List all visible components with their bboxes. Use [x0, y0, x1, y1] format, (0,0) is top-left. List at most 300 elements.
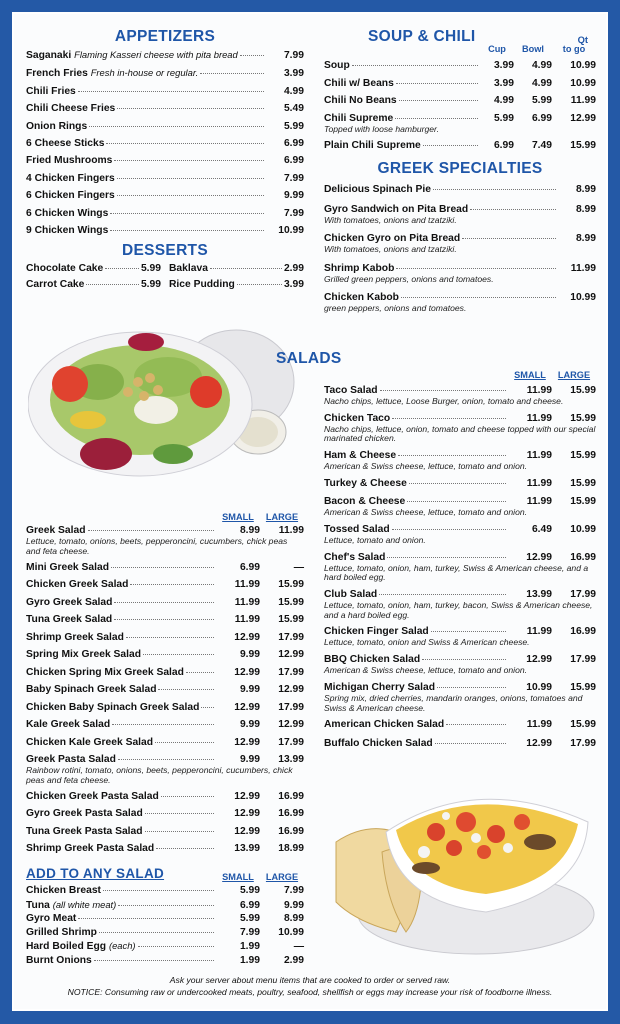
leader-dots: [435, 743, 506, 744]
item-price-large: 12.99: [278, 719, 304, 731]
item-name-text: Taco Salad: [324, 385, 378, 396]
item-price-large: 7.99: [283, 885, 304, 897]
item-price-price: 8.99: [575, 183, 596, 195]
leader-dots: [118, 759, 214, 760]
item-price-small: 11.99: [526, 412, 552, 424]
item-inline-desc: Flaming Kasseri cheese with pita bread: [74, 49, 238, 60]
item-price-bowl: 4.99: [531, 60, 552, 71]
item-price-small: 12.99: [234, 631, 260, 643]
leader-dots: [114, 619, 214, 620]
item-name-text: Chicken Finger Salad: [324, 626, 429, 638]
item-price-cup: 6.99: [493, 139, 514, 151]
item-price-large: 10.99: [570, 523, 596, 535]
menu-item-row: [26, 927, 304, 939]
salads-column-headers: [324, 370, 596, 381]
leader-dots: [379, 594, 506, 595]
item-name-text: Grilled Shrimp: [26, 926, 97, 938]
item-name: [26, 667, 184, 679]
menu-item: [26, 138, 304, 150]
item-description: American & Swiss cheese, lettuce, tomato and onion.: [324, 507, 528, 518]
menu-item-row: [26, 49, 304, 62]
dessert-name: Baklava: [169, 263, 208, 275]
menu-item: [324, 719, 596, 731]
item-name: [26, 579, 128, 591]
item-price-price: 9.99: [283, 190, 304, 202]
item-price-large: 12.99: [278, 649, 304, 661]
item-price-price: 5.99: [283, 120, 304, 132]
taco-salad-nachos-image: [326, 782, 598, 962]
menu-item: [324, 589, 596, 620]
item-price-small: 12.99: [234, 736, 260, 748]
appetizers-heading: APPETIZERS: [114, 28, 216, 45]
item-name-text: Chili Cheese Fries: [26, 103, 116, 115]
menu-item-row: [26, 885, 304, 897]
item-description: With tomatoes, onions and tzatziki.: [324, 244, 457, 255]
item-price-large: 11.99: [278, 525, 304, 536]
menu-item: [26, 899, 304, 912]
menu-item-row: [26, 808, 304, 820]
dessert-item: [169, 279, 304, 291]
item-name: [26, 86, 76, 98]
item-name-text: Hard Boiled Egg: [26, 941, 107, 953]
leader-dots: [407, 501, 506, 502]
leader-dots: [237, 284, 282, 285]
item-name: [26, 597, 112, 609]
menu-item: [324, 626, 596, 648]
item-name-text: Chicken Taco: [324, 412, 391, 424]
item-price-small: 12.99: [234, 701, 260, 713]
item-name-text: Burnt Onions: [26, 954, 92, 966]
menu-item-row: [26, 791, 304, 803]
item-price-large: 15.99: [278, 614, 304, 626]
menu-item: [26, 173, 304, 185]
item-description: Spring mix, dried cherries, mandarin oranges, onions, tomatoes and Swiss & American cheese.: [324, 693, 583, 713]
item-price-large: 15.99: [278, 579, 304, 591]
item-name: [324, 478, 407, 490]
item-name: [26, 885, 101, 897]
item-price-small: 13.99: [526, 589, 552, 601]
salads-list-section: [324, 370, 596, 756]
soup-col-bowl: Bowl: [522, 44, 544, 54]
item-name-text: Bacon & Cheese: [324, 496, 406, 508]
item-name-text: Fried Mushrooms: [26, 155, 113, 167]
leader-dots: [105, 268, 139, 269]
item-name-text: Spring Mix Greek Salad: [26, 649, 142, 661]
item-price-small: 10.99: [526, 682, 552, 693]
menu-item: [324, 496, 596, 518]
desserts-row: [26, 263, 304, 275]
item-price-qt: 10.99: [570, 60, 596, 71]
menu-item: [324, 738, 596, 750]
menu-item: [324, 292, 596, 314]
leader-dots: [352, 65, 478, 66]
menu-item-row: [26, 208, 304, 220]
item-name: [26, 649, 141, 661]
leader-dots: [117, 108, 264, 109]
item-name: [26, 826, 143, 838]
menu-item-row: [26, 155, 304, 167]
item-price-small: 5.99: [239, 913, 260, 925]
item-name-text: Gyro Greek Salad: [26, 596, 113, 608]
leader-dots: [392, 418, 506, 419]
menu-item-row: [324, 113, 596, 125]
item-name-text: Delicious Spinach Pie: [324, 183, 432, 195]
menu-item-row: [26, 103, 304, 115]
item-price-large: 15.99: [278, 596, 304, 608]
greek-specialties-heading: GREEK SPECIALTIES: [377, 159, 543, 177]
menu-item: [324, 140, 596, 152]
menu-item-row: [26, 86, 304, 98]
item-description: Topped with loose hamburger.: [324, 123, 439, 134]
item-name: [26, 103, 115, 115]
menu-item: [324, 113, 596, 135]
item-name: [26, 155, 112, 167]
leader-dots: [399, 100, 478, 101]
dessert-item: [26, 263, 161, 275]
item-name: [26, 702, 199, 714]
leader-dots: [117, 195, 264, 196]
item-price-bowl: 7.49: [531, 139, 552, 151]
menu-item: [26, 808, 304, 820]
item-name-text: Plain Chili Supreme: [324, 139, 421, 151]
item-name-text: Chili Supreme: [324, 112, 394, 124]
item-price-price: 3.99: [283, 68, 304, 80]
item-name-text: Ham & Cheese: [324, 450, 397, 462]
item-name: [26, 614, 112, 626]
item-price-small: 11.99: [234, 614, 260, 626]
menu-item: [26, 649, 304, 661]
soup-col-qt-2: to go: [562, 44, 586, 54]
leader-dots: [112, 724, 214, 725]
item-name-text: Chicken Greek Pasta Salad: [26, 790, 159, 802]
menu-item: [26, 103, 304, 115]
menu-item: [26, 190, 304, 202]
leader-dots: [78, 91, 264, 92]
menu-item: [26, 86, 304, 98]
add-to-salad-heading: ADD TO ANY SALAD: [26, 866, 165, 882]
menu-item-row: [324, 95, 596, 107]
leader-dots: [155, 742, 214, 743]
item-name-text: 6 Chicken Fingers: [26, 190, 115, 202]
item-name: [26, 173, 115, 185]
item-name-text: 4 Chicken Fingers: [26, 172, 115, 184]
item-price-large: —: [293, 941, 304, 953]
greek-salads-section: [26, 512, 304, 968]
desserts-heading: DESSERTS: [122, 242, 208, 260]
greek-salad-plate-image: [28, 322, 298, 512]
item-price-large: 18.99: [278, 843, 304, 855]
menu-item: [26, 791, 304, 803]
item-price-small: 6.49: [531, 523, 552, 535]
item-price-price: 8.99: [575, 203, 596, 215]
item-price-large: 17.99: [278, 631, 304, 643]
menu-item-row: [324, 184, 596, 196]
item-name: [324, 113, 393, 125]
soup-col-cup: Cup: [488, 44, 506, 54]
salads-heading: SALADS: [276, 350, 342, 367]
menu-item-row: [26, 913, 304, 925]
menu-item-row: [26, 138, 304, 150]
item-price-large: 17.99: [570, 654, 596, 666]
leader-dots: [446, 724, 506, 725]
menu-item-row: [324, 478, 596, 490]
item-name-text: Tuna: [26, 899, 50, 911]
item-inline-desc: (all white meat): [52, 898, 117, 910]
menu-item: [26, 955, 304, 967]
item-name: [26, 121, 87, 133]
item-price-qt: 12.99: [570, 112, 596, 124]
item-name: [26, 208, 108, 220]
item-price-price: 8.99: [575, 233, 596, 245]
item-price-large: 15.99: [570, 385, 596, 396]
item-name-text: 6 Cheese Sticks: [26, 137, 105, 149]
menu-item-row: [324, 413, 596, 425]
menu-item-row: [26, 173, 304, 185]
item-description: With tomatoes, onions and tzatziki.: [324, 214, 457, 225]
item-name: [26, 913, 76, 925]
item-name: [324, 78, 394, 90]
item-price-small: 1.99: [239, 941, 260, 953]
menu-item: [324, 478, 596, 490]
item-name-text: Shrimp Greek Salad: [26, 631, 124, 643]
menu-item: [26, 579, 304, 591]
soup-chili-list: [324, 60, 596, 152]
item-name-text: Shrimp Kabob: [324, 262, 395, 274]
item-name-text: Chicken Gyro on Pita Bread: [324, 233, 461, 245]
item-name-text: Chicken Greek Salad: [26, 579, 129, 591]
item-name: [26, 562, 109, 574]
item-price-small: 9.99: [239, 719, 260, 731]
item-name-text: Gyro Meat: [26, 913, 77, 925]
item-name: [324, 413, 390, 425]
menu-item: [324, 184, 596, 196]
notice: [12, 974, 608, 998]
item-price-large: 17.99: [570, 737, 596, 749]
leader-dots: [103, 890, 214, 891]
item-price-small: 12.99: [526, 737, 552, 749]
menu-item: [324, 524, 596, 546]
item-description: Grilled green peppers, onions and tomatoes.: [324, 273, 494, 284]
item-price-large: 15.99: [570, 682, 596, 693]
item-name-text: Chili w/ Beans: [324, 77, 394, 89]
item-name-text: Club Salad: [324, 589, 378, 601]
item-name: [26, 791, 159, 803]
item-name: [26, 138, 104, 150]
leader-dots: [126, 637, 214, 638]
leader-dots: [396, 83, 478, 84]
item-description: Lettuce, tomato, onion and Swiss & American cheese.: [324, 637, 530, 648]
item-name-text: American Chicken Salad: [324, 719, 445, 731]
dessert-item: [169, 263, 304, 275]
leader-dots: [470, 209, 556, 210]
item-price-small: 11.99: [234, 596, 260, 608]
leader-dots: [130, 584, 214, 585]
item-name-text: Gyro Greek Pasta Salad: [26, 808, 143, 820]
leader-dots: [118, 905, 214, 906]
item-price-small: 11.99: [526, 477, 552, 489]
item-name: [26, 940, 136, 953]
leader-dots: [422, 659, 506, 660]
item-price-large: —: [293, 561, 304, 573]
item-name: [26, 899, 116, 912]
menu-item: [26, 913, 304, 925]
menu-item-row: [324, 552, 596, 564]
item-price-small: 12.99: [234, 825, 260, 837]
menu-item: [324, 233, 596, 255]
item-name-text: Mini Greek Salad: [26, 561, 109, 573]
menu-item: [324, 78, 596, 90]
item-name-text: Saganaki: [26, 50, 72, 61]
item-price-price: 6.99: [283, 155, 304, 167]
item-price-small: 11.99: [526, 626, 552, 638]
greek-specialties-list: [324, 184, 596, 314]
dessert-item: [26, 279, 161, 291]
item-name-text: Tuna Greek Pasta Salad: [26, 825, 143, 837]
greek-salads-list: [26, 525, 304, 855]
item-price-small: 12.99: [526, 654, 552, 666]
leader-dots: [161, 796, 214, 797]
item-name-text: Greek Pasta Salad: [26, 754, 116, 766]
leader-dots: [114, 160, 264, 161]
leader-dots: [89, 126, 264, 127]
item-name-text: Chicken Kale Greek Salad: [26, 736, 154, 748]
item-name-text: Michigan Cherry Salad: [324, 682, 436, 693]
item-price-bowl: 4.99: [531, 77, 552, 89]
item-price-small: 11.99: [526, 450, 552, 462]
item-price-small: 11.99: [526, 385, 552, 396]
salads-col-large: LARGE: [557, 370, 591, 380]
item-name-text: Chef's Salad: [324, 551, 386, 563]
menu-item-row: [26, 190, 304, 202]
item-name: [26, 737, 153, 749]
item-price-large: 15.99: [570, 412, 596, 424]
salads-section: [276, 350, 596, 368]
item-name: [324, 719, 444, 731]
item-price-small: 6.99: [239, 899, 260, 911]
notice-line-1: Ask your server about menu items that are cooked to order or served raw.: [169, 975, 451, 985]
item-price-large: 17.99: [278, 736, 304, 748]
item-price-large: 16.99: [278, 825, 304, 837]
item-name-text: Tossed Salad: [324, 523, 390, 535]
menu-item: [26, 67, 304, 80]
menu-item: [26, 885, 304, 897]
leader-dots: [200, 73, 264, 74]
dessert-price: 3.99: [283, 279, 304, 291]
item-name: [324, 204, 468, 216]
item-name: [324, 184, 431, 196]
item-name: [26, 927, 97, 939]
menu-item: [324, 204, 596, 226]
menu-item: [26, 927, 304, 939]
leader-dots: [156, 848, 214, 849]
item-name-text: Onion Rings: [26, 120, 88, 132]
item-price-small: 9.99: [239, 649, 260, 661]
menu-item: [324, 413, 596, 444]
leader-dots: [99, 932, 214, 933]
leader-dots: [201, 707, 214, 708]
salads-list: [324, 385, 596, 750]
item-price-price: 11.99: [570, 262, 596, 274]
item-description: Nacho chips, lettuce, Loose Burger, onion, tomato and cheese.: [324, 396, 564, 406]
item-price-price: 7.99: [283, 172, 304, 184]
leader-dots: [210, 268, 282, 269]
menu-item-row: [324, 78, 596, 90]
item-price-bowl: 6.99: [531, 112, 552, 124]
item-name-text: Baby Spinach Greek Salad: [26, 684, 157, 696]
menu-item-row: [26, 826, 304, 838]
salads-col-small: SMALL: [514, 370, 546, 380]
item-name-text: Chicken Baby Spinach Greek Salad: [26, 701, 200, 713]
leader-dots: [462, 238, 556, 239]
leader-dots: [138, 946, 214, 947]
menu-item-row: [324, 140, 596, 152]
item-price-large: 9.99: [283, 899, 304, 911]
dessert-name: Rice Pudding: [169, 279, 235, 291]
menu-item: [26, 225, 304, 237]
item-name: [26, 955, 92, 967]
item-name-text: 6 Chicken Wings: [26, 207, 109, 219]
menu-item: [26, 632, 304, 644]
menu-item-row: [26, 632, 304, 644]
item-name-text: Chili No Beans: [324, 95, 397, 106]
leader-dots: [145, 813, 214, 814]
menu-item-row: [26, 562, 304, 574]
menu-item-row: [324, 263, 596, 275]
menu-item-row: [324, 204, 596, 216]
soup-chili-heading: SOUP & CHILI: [368, 28, 476, 45]
item-price-cup: 4.99: [493, 95, 514, 106]
menu-item-row: [26, 737, 304, 749]
item-price-cup: 5.99: [493, 112, 514, 124]
item-name-text: Gyro Sandwich on Pita Bread: [324, 203, 469, 215]
item-name: [26, 67, 198, 80]
greek-salad-column-headers: [26, 512, 304, 523]
menu-item-row: [26, 899, 304, 912]
menu-item: [26, 208, 304, 220]
left-column: [26, 28, 304, 295]
menu-item: [324, 95, 596, 107]
item-price-small: 1.99: [239, 954, 260, 966]
leader-dots: [240, 55, 264, 56]
menu-item: [324, 654, 596, 676]
item-price-large: 17.99: [570, 589, 596, 601]
leader-dots: [437, 687, 506, 688]
item-description: Rainbow rotini, tomato, onions, beets, pepperoncini, cucumbers, chick peas and feta cheese.: [26, 765, 293, 785]
menu-item: [324, 263, 596, 285]
leader-dots: [392, 529, 506, 530]
menu-item: [26, 121, 304, 133]
menu-item-row: [26, 649, 304, 661]
item-price-small: 9.99: [239, 754, 260, 766]
leader-dots: [395, 118, 478, 119]
menu-item-row: [26, 702, 304, 714]
leader-dots: [110, 213, 264, 214]
leader-dots: [433, 189, 556, 190]
item-price-price: 10.99: [278, 224, 304, 236]
item-price-large: 15.99: [570, 719, 596, 731]
item-price-large: 16.99: [570, 626, 596, 638]
menu-item-row: [26, 940, 304, 953]
item-price-price: 4.99: [283, 85, 304, 97]
notice-line-2: NOTICE: Consuming raw or undercooked meats, poultry, seafood, shellfish or eggs may increase your risk of foodborne illness.: [67, 987, 553, 997]
menu-item-row: [324, 60, 596, 72]
item-name-text: Buffalo Chicken Salad: [324, 737, 433, 749]
menu-item: [26, 525, 304, 556]
menu-item-row: [26, 843, 304, 855]
item-price-large: 13.99: [278, 754, 304, 766]
menu-item-row: [26, 121, 304, 133]
item-name: [26, 719, 110, 731]
